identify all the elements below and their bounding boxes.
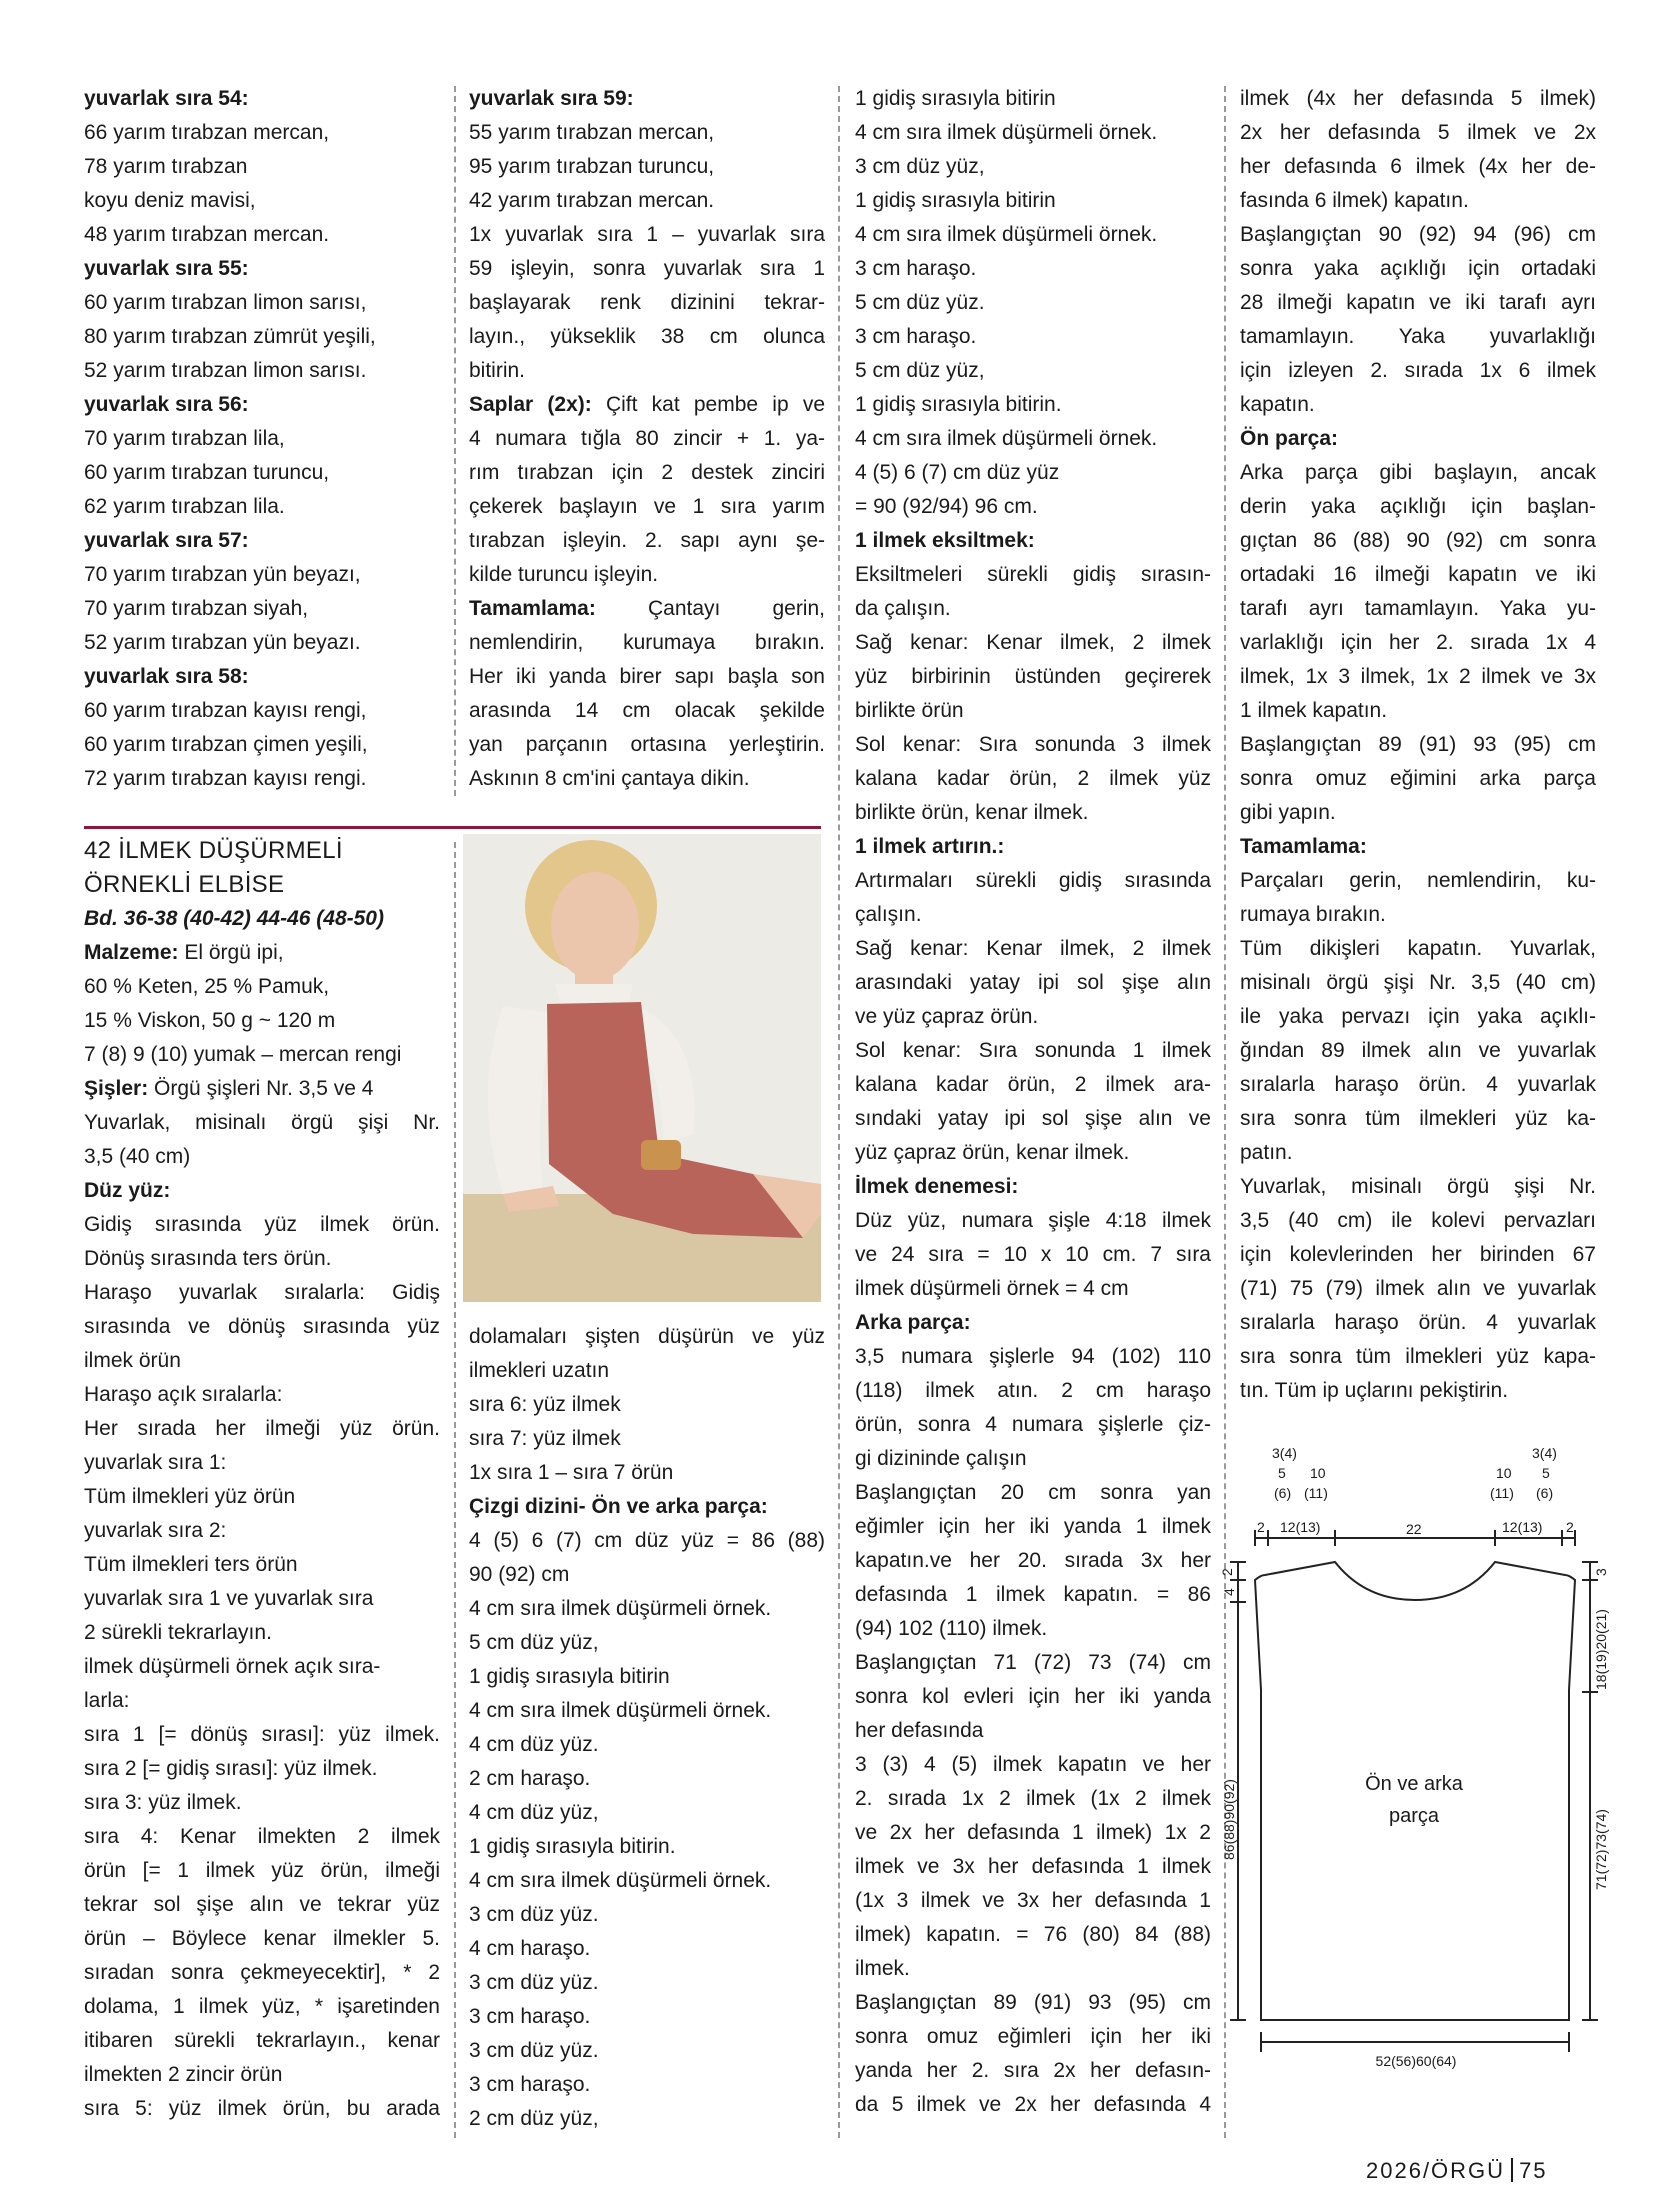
model-face [551,872,639,980]
text-line: Sağ kenar: Kenar ilmek, 2 ilmek [855,937,1211,960]
text-line: yüz birbirinin üstünden geçirerek [855,665,1211,688]
text-line: gi dizininde çalışın [855,1447,1027,1470]
text-line: = 90 (92/94) 96 cm. [855,495,1038,518]
text-line: koyu deniz mavisi, [84,189,256,212]
text-line: Askının 8 cm'ini çantaya dikin. [469,767,750,790]
text-line: yuvarlak sıra 58: [84,665,249,688]
line-text: El örgü ipi, [184,941,284,964]
text-line: Dönüş sırasında ters örün. [84,1247,332,1270]
page-number: 75 [1519,2158,1548,2183]
text-line: ğından 89 ilmek alın ve yuvarlak [1240,1039,1596,1062]
text-line: Başlangıçtan 90 (92) 94 (96) cm [1240,223,1596,246]
text-line: Yuvarlak, misinalı örgü şişi Nr. [1240,1175,1596,1198]
text-line: ilmek. [855,1957,910,1980]
text-line: 3 cm haraşo. [855,257,977,280]
text-line: derin yaka açıklığı için başlan- [1240,495,1596,518]
model-photo [463,834,821,1302]
text-line: 90 (92) cm [469,1563,570,1586]
text-line: Haraşo yuvarlak sıralarla: Gidiş [84,1281,440,1304]
text-line: kalana kadar örün, 2 ilmek ara- [855,1073,1211,1096]
schema-top-right-3: (6) [1536,1485,1554,1501]
text-line: ilmek (4x her defasında 5 ilmek) [1240,87,1596,110]
text-line: yuvarlak sıra 55: [84,257,249,280]
text-line: 2 cm düz yüz, [469,2107,599,2130]
text-line: yan parçanın ortasına yerleştirin. [469,733,825,756]
text-line: 5 cm düz yüz, [469,1631,599,1654]
text-line: 1 gidiş sırasıyla bitirin. [855,393,1062,416]
column-3 [855,82,1211,2122]
text-line: ilmek düşürmeli örnek = 4 cm [855,1277,1129,1300]
text-line: 4 cm düz yüz. [469,1733,599,1756]
text-line: 70 yarım tırabzan siyah, [84,597,309,620]
column-1-top [84,82,440,796]
text-line: 55 yarım tırabzan mercan, [469,121,715,144]
column-separator-2 [838,86,840,2138]
column-4 [1240,82,1596,1408]
schema-shoulder-right: 12(13) [1502,1519,1543,1535]
schema-edge-right: 2 [1566,1519,1574,1535]
text-line: yuvarlak sıra 1: [84,1451,227,1474]
text-line: 3 (3) 4 (5) ilmek kapatın ve her [855,1753,1211,1776]
section-rule [84,826,821,829]
text-line: ilmekten 2 zincir örün [84,2063,283,2086]
text-line: ve yüz çapraz örün. [855,1005,1039,1028]
schema-top-right-5: (11) [1490,1485,1514,1501]
text-line: yuvarlak sıra 57: [84,529,249,552]
text-line: Arka parça: [855,1311,971,1334]
text-line: İlmek denemesi: [855,1175,1019,1198]
text-line: 4 cm sıra ilmek düşürmeli örnek. [855,121,1158,144]
text-line: sıra sonra tüm ilmekleri yüz ka- [1240,1107,1596,1130]
text-line: 80 yarım tırabzan zümrüt yeşili, [84,325,376,348]
text-line: sıra 2 [= gidiş sırası]: yüz ilmek. [84,1757,378,1780]
text-line: 2 sürekli tekrarlayın. [84,1621,272,1644]
text-line: 4 cm sıra ilmek düşürmeli örnek. [469,1699,772,1722]
text-line: dolama, 1 ilmek yüz, * işaretinden [84,1995,440,2018]
text-line: ile yaka pervazı için yaka açıklı- [1240,1005,1596,1028]
text-line: 4 cm düz yüz, [469,1801,599,1824]
text-line: 4 cm sıra ilmek düşürmeli örnek. [469,1869,772,1892]
text-line: yanda her 2. sıra 2x her defasın- [855,2059,1211,2082]
text-line: Artırmaları sürekli gidiş sırasında [855,869,1211,892]
text-line: 4 cm haraşo. [469,1937,591,1960]
schema-top-left-4: 10 [1310,1465,1326,1481]
text-line: Arka parça gibi başlayın, ancak [1240,461,1596,484]
text-line: çalışın. [855,903,922,926]
text-line: 1x yuvarlak sıra 1 – yuvarlak sıra [469,223,825,246]
bangle [641,1140,681,1170]
text-line: Eksiltmeleri sürekli gidiş sırasın- [855,563,1211,586]
column-2-top [469,82,825,796]
text-line: Gidiş sırasında yüz ilmek örün. [84,1213,440,1236]
text-line: yüz çapraz örün, kenar ilmek. [855,1141,1130,1164]
text-line: 70 yarım tırabzan lila, [84,427,285,450]
schema-body-right: 71(72)73(74) [1593,1809,1609,1890]
text-line: arasındaki yatay ipi sol şişe alın [855,971,1211,994]
text-line: fasında 6 ilmek) kapatın. [1240,189,1469,212]
text-line: 1x sıra 1 – sıra 7 örün [469,1461,674,1484]
text-line: 4 (5) 6 (7) cm düz yüz [855,461,1060,484]
text-line: Sol kenar: Sıra sonunda 3 ilmek [855,733,1211,756]
column-2-bottom [469,1320,825,2136]
text-line: da çalışın. [855,597,951,620]
text-line [84,1072,440,1106]
text-line: 4 numara tığla 80 zincir + 1. ya- [469,427,825,450]
text-line: tın. Tüm ip uçlarını pekiştirin. [1240,1379,1509,1402]
issue-label: 2026/ÖRGÜ [1366,2158,1506,2183]
text-line: Tüm ilmekleri yüz örün [84,1485,296,1508]
text-line: 1 gidiş sırasıyla bitirin [855,189,1056,212]
text-line: sıra 6: yüz ilmek [469,1393,621,1416]
text-line: 62 yarım tırabzan lila. [84,495,285,518]
text-line: 60 yarım tırabzan çimen yeşili, [84,733,368,756]
text-line: 1 ilmek eksiltmek: [855,529,1035,552]
text-line: Düz yüz, numara şişle 4:18 ilmek [855,1209,1211,1232]
text-line: ilmek ve 3x her defasında 1 ilmek [855,1855,1211,1878]
text-line: kapatın. [1240,393,1315,416]
text-line: ilmekleri uzatın [469,1359,610,1382]
text-line: arasında 14 cm olacak şekilde [469,699,825,722]
text-line: tırabzan işleyin. 2. sapı aynı şe- [469,529,825,552]
text-line: 2x her defasında 5 ilmek ve 2x [1240,121,1596,144]
text-line: 95 yarım tırabzan turuncu, [469,155,715,178]
text-line: 28 ilmeği kapatın ve iki tarafı ayrı [1240,291,1596,314]
text-line: 4 cm sıra ilmek düşürmeli örnek. [469,1597,772,1620]
text-line: 48 yarım tırabzan mercan. [84,223,330,246]
text-line: ortadaki 16 ilmeği kapatın ve iki [1240,563,1596,586]
text-line: Parçaları gerin, nemlendirin, ku- [1240,869,1596,892]
text-line: 1 ilmek kapatın. [1240,699,1388,722]
text-line: 78 yarım tırabzan [84,155,248,178]
text-line: 1 gidiş sırasıyla bitirin [469,1665,670,1688]
text-line: sıra 4: Kenar ilmekten 2 ilmek [84,1825,440,1848]
keyword: Tamamlama: [469,597,596,620]
text-line: sıradan sonra çekmeyecektir], * 2 [84,1961,440,1984]
text-line: yuvarlak sıra 1 ve yuvarlak sıra [84,1587,374,1610]
line-text: Örgü şişleri Nr. 3,5 ve 4 [154,1077,374,1100]
schema-top-right-4: 10 [1496,1465,1512,1481]
text-line: sırasında ve dönüş sırasında yüz [84,1315,440,1338]
schema-top-left-1: 3(4) [1272,1445,1297,1461]
text-line: başlayarak renk dizinini tekrar- [469,291,825,314]
text-line: 60 % Keten, 25 % Pamuk, [84,975,330,998]
text-line: 59 işleyin, sonra yuvarlak sıra 1 [469,257,825,280]
text-line: 3,5 (40 cm) ile kolevi pervazları [1240,1209,1596,1232]
text-line: Tüm dikişleri kapatın. Yuvarlak, [1240,937,1596,960]
text-line: sındaki yatay ipi sol şişe alın ve [855,1107,1211,1130]
line-text: Çift kat pembe ip ve [605,393,825,416]
text-line: Sağ kenar: Kenar ilmek, 2 ilmek [855,631,1211,654]
text-line: larla: [84,1689,130,1712]
text-line: (94) 102 (110) ilmek. [855,1617,1048,1640]
text-line: itibaren sürekli tekrarlayın., kenar [84,2029,440,2052]
text-line: Başlangıçtan 71 (72) 73 (74) cm [855,1651,1211,1674]
text-line [469,388,825,422]
line-text: Çantayı gerin, [647,597,825,620]
text-line: Başlangıçtan 89 (91) 93 (95) cm [855,1991,1211,2014]
text-line: yuvarlak sıra 59: [469,87,634,110]
text-line: gibi yapın. [1240,801,1336,824]
text-line: sıra sonra tüm ilmekleri yüz kapa- [1240,1345,1596,1368]
text-line: yuvarlak sıra 54: [84,87,249,110]
column-separator-1 [454,86,456,796]
text-line: 72 yarım tırabzan kayısı rengi. [84,767,367,790]
text-line: nemlendirin, kurumaya bırakın. [469,631,825,654]
text-line: 42 yarım tırabzan mercan. [469,189,715,212]
schema-label-line2: parça [1388,1805,1440,1827]
text-line: (118) ilmek atın. 2 cm haraşo [855,1379,1211,1402]
text-line: sıra 3: yüz ilmek. [84,1791,242,1814]
text-line: 3,5 (40 cm) [84,1145,191,1168]
text-line: sıra 7: yüz ilmek [469,1427,621,1450]
text-line: 52 yarım tırabzan limon sarısı. [84,359,367,382]
text-line: eğimler için her iki yanda 1 ilmek [855,1515,1211,1538]
text-line: her defasında 6 ilmek (4x her de- [1240,155,1596,178]
text-line: sonra yaka açıklığı için ortadaki [1240,257,1596,280]
pattern-schematic [1219,1430,1609,2070]
text-line: 4 (5) 6 (7) cm düz yüz = 86 (88) [469,1529,825,1552]
text-line [84,936,440,970]
text-line: Başlangıçtan 89 (91) 93 (95) cm [1240,733,1596,756]
text-line: kapatın.ve her 20. sırada 3x her [855,1549,1211,1572]
text-line: 4 cm sıra ilmek düşürmeli örnek. [855,427,1158,450]
text-line: 3 cm haraşo. [469,2073,591,2096]
text-line: 2. sırada 1x 2 ilmek (1x 2 ilmek [855,1787,1211,1810]
text-line: 1 ilmek artırın.: [855,835,1005,858]
text-line: sıralarla haraşo örün. 4 yuvarlak [1240,1311,1596,1334]
text-line: gıçtan 86 (88) 90 (92) cm sonra [1240,529,1596,552]
schema-right-top: 3 [1593,1568,1609,1576]
text-line: örün – Böylece kenar ilmekler 5. [84,1927,440,1950]
text-line: sıra 5: yüz ilmek örün, bu arada [84,2097,440,2120]
text-line: 70 yarım tırabzan yün beyazı, [84,563,361,586]
text-line: 3,5 numara şişlerle 94 (102) 110 [855,1345,1211,1368]
schema-top-left-2: 5 [1278,1465,1286,1481]
text-line: Başlangıçtan 20 cm sonra yan [855,1481,1211,1504]
schema-neck-width: 22 [1406,1521,1422,1537]
text-line: Bd. 36-38 (40-42) 44-46 (48-50) [84,907,384,930]
schema-edge-left: 2 [1257,1519,1265,1535]
text-line: 5 cm düz yüz, [855,359,985,382]
text-line: sıralarla haraşo örün. 4 yuvarlak [1240,1073,1596,1096]
text-line: Her sırada her ilmeği yüz örün. [84,1417,440,1440]
text-line: Çizgi dizini- Ön ve arka parça: [469,1495,768,1518]
text-line: sonra omuz eğimini arka parça [1240,767,1596,790]
text-line: 60 yarım tırabzan turuncu, [84,461,330,484]
text-line: 15 % Viskon, 50 g ~ 120 m [84,1009,336,1032]
text-line: bitirin. [469,359,526,382]
text-line: 1 gidiş sırasıyla bitirin. [469,1835,676,1858]
text-line: 2 cm haraşo. [469,1767,591,1790]
text-line: 60 yarım tırabzan limon sarısı, [84,291,367,314]
text-line: 3 cm düz yüz. [469,1903,599,1926]
text-line: ÖRNEKLİ ELBİSE [84,871,285,898]
text-line: yuvarlak sıra 56: [84,393,249,416]
text-line: tamamlayın. Yaka yuvarlaklığı [1240,325,1596,348]
text-line: 3 cm düz yüz. [469,1971,599,1994]
schema-armhole: 18(19)20(21) [1593,1609,1609,1690]
text-line: misinalı örgü şişi Nr. 3,5 (40 cm) [1240,971,1596,994]
text-line: rım tırabzan için 2 destek zinciri [469,461,825,484]
column-separator-1b [454,842,456,2138]
text-line: (1x 3 ilmek ve 3x her defasında 1 [855,1889,1211,1912]
text-line: 3 cm haraşo. [469,2005,591,2028]
text-line: layın., yükseklik 38 cm olunca [469,325,825,348]
text-line: 3 cm düz yüz, [855,155,985,178]
text-line: Haraşo açık sıralarla: [84,1383,283,1406]
text-line: 1 gidiş sırasıyla bitirin [855,87,1056,110]
text-line: birlikte örün [855,699,964,722]
text-line: kilde turuncu işleyin. [469,563,659,586]
text-line: sıra 1 [= dönüş sırası]: yüz ilmek. [84,1723,440,1746]
keyword: Saplar (2x): [469,393,592,416]
text-line: da 5 ilmek ve 2x her defasında 4 [855,2093,1211,2116]
text-line: 3 cm düz yüz. [469,2039,599,2062]
text-line: sonra omuz eğimleri için her iki [855,2025,1211,2048]
schema-left-top: 2 [1219,1568,1235,1576]
schema-body-left: 86(88)90(92) [1221,1779,1237,1860]
text-line: tekrar sol şişe alın ve tekrar yüz [84,1893,440,1916]
text-line: Sol kenar: Sıra sonunda 1 ilmek [855,1039,1211,1062]
text-line: Tamamlama: [1240,835,1367,858]
text-line: birlikte örün, kenar ilmek. [855,801,1089,824]
text-line: dolamaları şişten düşürün ve yüz [469,1325,825,1348]
text-line: tarafı ayrı tamamlayın. Yaka yu- [1240,597,1596,620]
text-line: Yuvarlak, misinalı örgü şişi Nr. [84,1111,440,1134]
text-line: için kolevlerinden her birinden 67 [1240,1243,1596,1266]
text-line: ilmek, 1x 3 ilmek, 1x 2 ilmek ve 3x [1240,665,1596,688]
text-line: varlaklığı için her 2. sırada 1x 4 [1240,631,1596,654]
page-folio [1366,2158,1548,2184]
keyword: Şişler: [84,1077,149,1100]
schema-top-left-3: (6) [1274,1485,1292,1501]
schema-label-line1: Ön ve arka [1365,1773,1463,1795]
text-line: kalana kadar örün, 2 ilmek yüz [855,767,1211,790]
text-line: çekerek başlayın ve 1 sıra yarım [469,495,825,518]
text-line: ve 2x her defasında 1 ilmek) 1x 2 [855,1821,1211,1844]
column-1-bottom [84,834,440,2126]
text-line: her defasında [855,1719,984,1742]
text-line: 60 yarım tırabzan kayısı rengi, [84,699,367,722]
text-line: Tüm ilmekleri ters örün [84,1553,298,1576]
text-line: için izleyen 2. sırada 1x 6 ilmek [1240,359,1596,382]
text-line: ilmek düşürmeli örnek açık sıra- [84,1655,381,1678]
text-line: 66 yarım tırabzan mercan, [84,121,330,144]
text-line: ilmek örün [84,1349,181,1372]
schema-top-left-5: (11) [1304,1485,1328,1501]
text-line: sonra kol evleri için her iki yanda [855,1685,1211,1708]
text-line: Ön parça: [1240,427,1339,450]
text-line: 3 cm haraşo. [855,325,977,348]
schema-bottom-width: 52(56)60(64) [1375,2053,1457,2069]
text-line: ilmek) kapatın. = 76 (80) 84 (88) [855,1923,1211,1946]
folio-divider [1511,2158,1513,2182]
text-line: 4 cm sıra ilmek düşürmeli örnek. [855,223,1158,246]
text-line: patın. [1240,1141,1293,1164]
text-line: 5 cm düz yüz. [855,291,985,314]
text-line: 42 İLMEK DÜŞÜRMELİ [84,837,343,864]
schema-shoulder-left: 12(13) [1280,1519,1321,1535]
schema-top-right-1: 3(4) [1532,1445,1557,1461]
schema-left-second: 4 [1221,1588,1237,1596]
text-line [469,592,825,626]
text-line: örün [= 1 ilmek yüz örün, ilmeği [84,1859,440,1882]
text-line: (71) 75 (79) ilmek alın ve yuvarlak [1240,1277,1596,1300]
text-line: 52 yarım tırabzan yün beyazı. [84,631,361,654]
text-line: Düz yüz: [84,1179,171,1202]
text-line: yuvarlak sıra 2: [84,1519,227,1542]
text-line: örün, sonra 4 numara şişlerle çiz- [855,1413,1211,1436]
keyword: Malzeme: [84,941,179,964]
text-line: Her iki yanda birer sapı başla son [469,665,825,688]
text-line: rumaya bırakın. [1240,903,1386,926]
text-line: ve 24 sıra = 10 x 10 cm. 7 sıra [855,1243,1211,1266]
text-line: 7 (8) 9 (10) yumak – mercan rengi [84,1043,402,1066]
schema-top-right-2: 5 [1542,1465,1550,1481]
text-line: defasında 1 ilmek kapatın. = 86 [855,1583,1211,1606]
